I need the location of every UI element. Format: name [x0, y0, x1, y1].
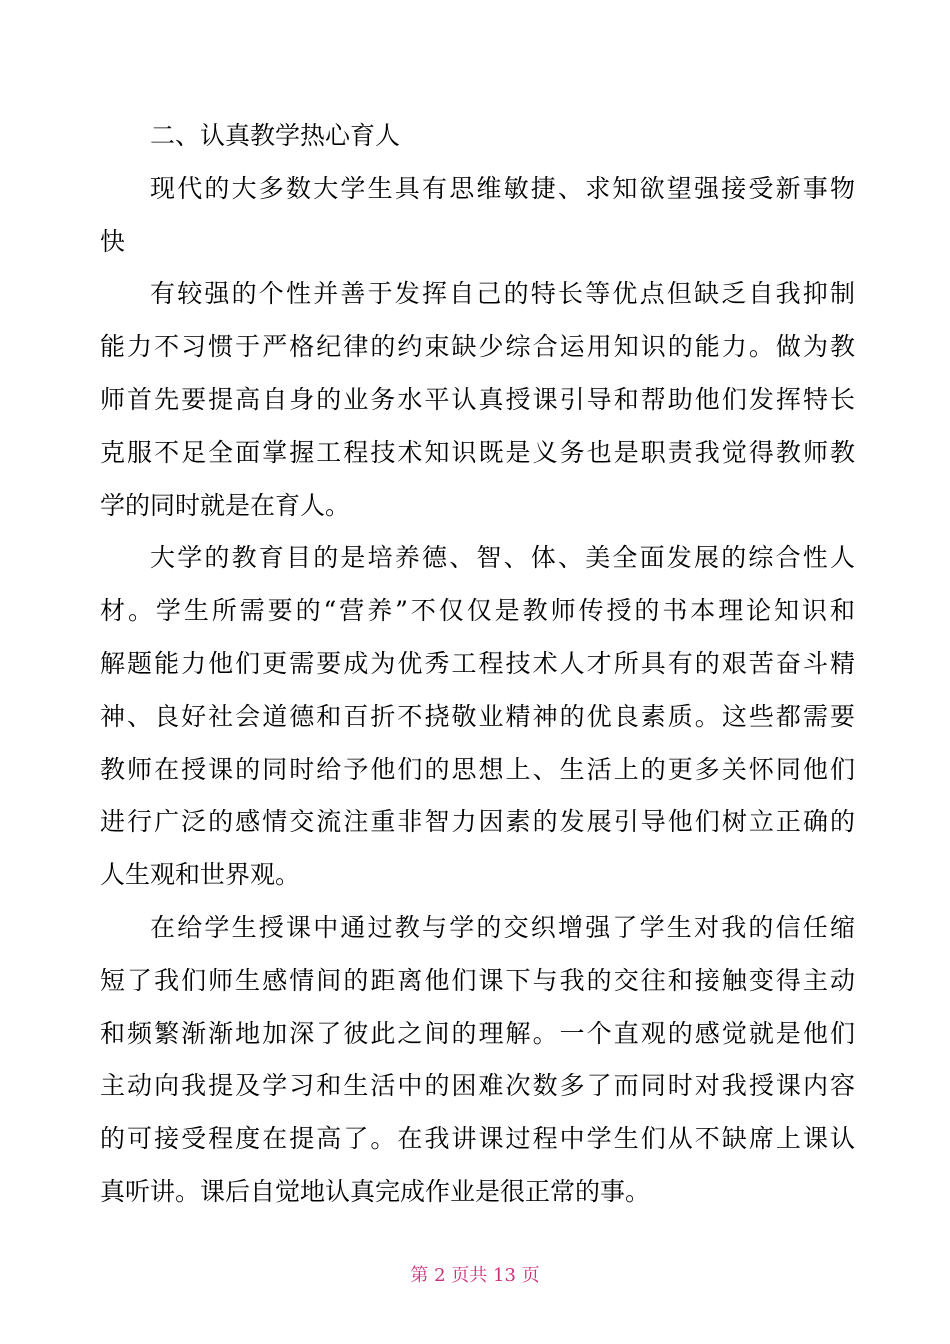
paragraph-line: 学的同时就是在育人。 [100, 490, 351, 520]
paragraph-line: 主动向我提及学习和生活中的困难次数多了而同时对我授课内容 [100, 1071, 855, 1101]
paragraph-line: 人生观和世界观。 [100, 860, 301, 890]
paragraph-line: 快 [100, 226, 126, 256]
paragraph-line: 现代的大多数大学生具有思维敏捷、求知欲望强接受新事物 [150, 173, 855, 203]
paragraph-line: 在给学生授课中通过教与学的交织增强了学生对我的信任缩 [150, 912, 855, 942]
paragraph [100, 532, 855, 902]
paragraph-line: 真听讲。课后自觉地认真完成作业是很正常的事。 [100, 1176, 651, 1206]
paragraph-line: 大学的教育目的是培养德、智、体、美全面发展的综合性人 [150, 543, 855, 573]
paragraph-line: 的可接受程度在提高了。在我讲课过程中学生们从不缺席上课认 [100, 1124, 855, 1154]
section-heading: 二、认真教学热心育人 [150, 121, 401, 150]
paragraph [100, 902, 855, 1219]
document-body [100, 110, 855, 1219]
paragraph-line: 能力不习惯于严格纪律的约束缺少综合运用知识的能力。做为教 [100, 332, 855, 362]
paragraph-line: 教师在授课的同时给予他们的思想上、生活上的更多关怀同他们 [100, 754, 855, 784]
paragraph-line: 解题能力他们更需要成为优秀工程技术人才所具有的艰苦奋斗精 [100, 648, 855, 678]
page-number-footer: 第 2 页共 13 页 [410, 1265, 540, 1286]
paragraph-line: 材。学生所需要的“营养”不仅仅是教师传授的书本理论知识和 [100, 596, 855, 626]
paragraph-line: 师首先要提高自身的业务水平认真授课引导和帮助他们发挥特长 [100, 384, 855, 414]
paragraph-line: 克服不足全面掌握工程技术知识既是义务也是职责我觉得教师教 [100, 437, 855, 467]
paragraph-line: 有较强的个性并善于发挥自己的特长等优点但缺乏自我抑制 [150, 279, 855, 309]
paragraph-line: 短了我们师生感情间的距离他们课下与我的交往和接触变得主动 [100, 965, 855, 995]
paragraph [100, 268, 855, 532]
paragraph [100, 163, 855, 269]
paragraph-line: 进行广泛的感情交流注重非智力因素的发展引导他们树立正确的 [100, 807, 855, 837]
paragraph-line: 神、良好社会道德和百折不挠敬业精神的优良素质。这些都需要 [100, 701, 855, 731]
paragraph-line: 和频繁渐渐地加深了彼此之间的理解。一个直观的感觉就是他们 [100, 1018, 855, 1048]
